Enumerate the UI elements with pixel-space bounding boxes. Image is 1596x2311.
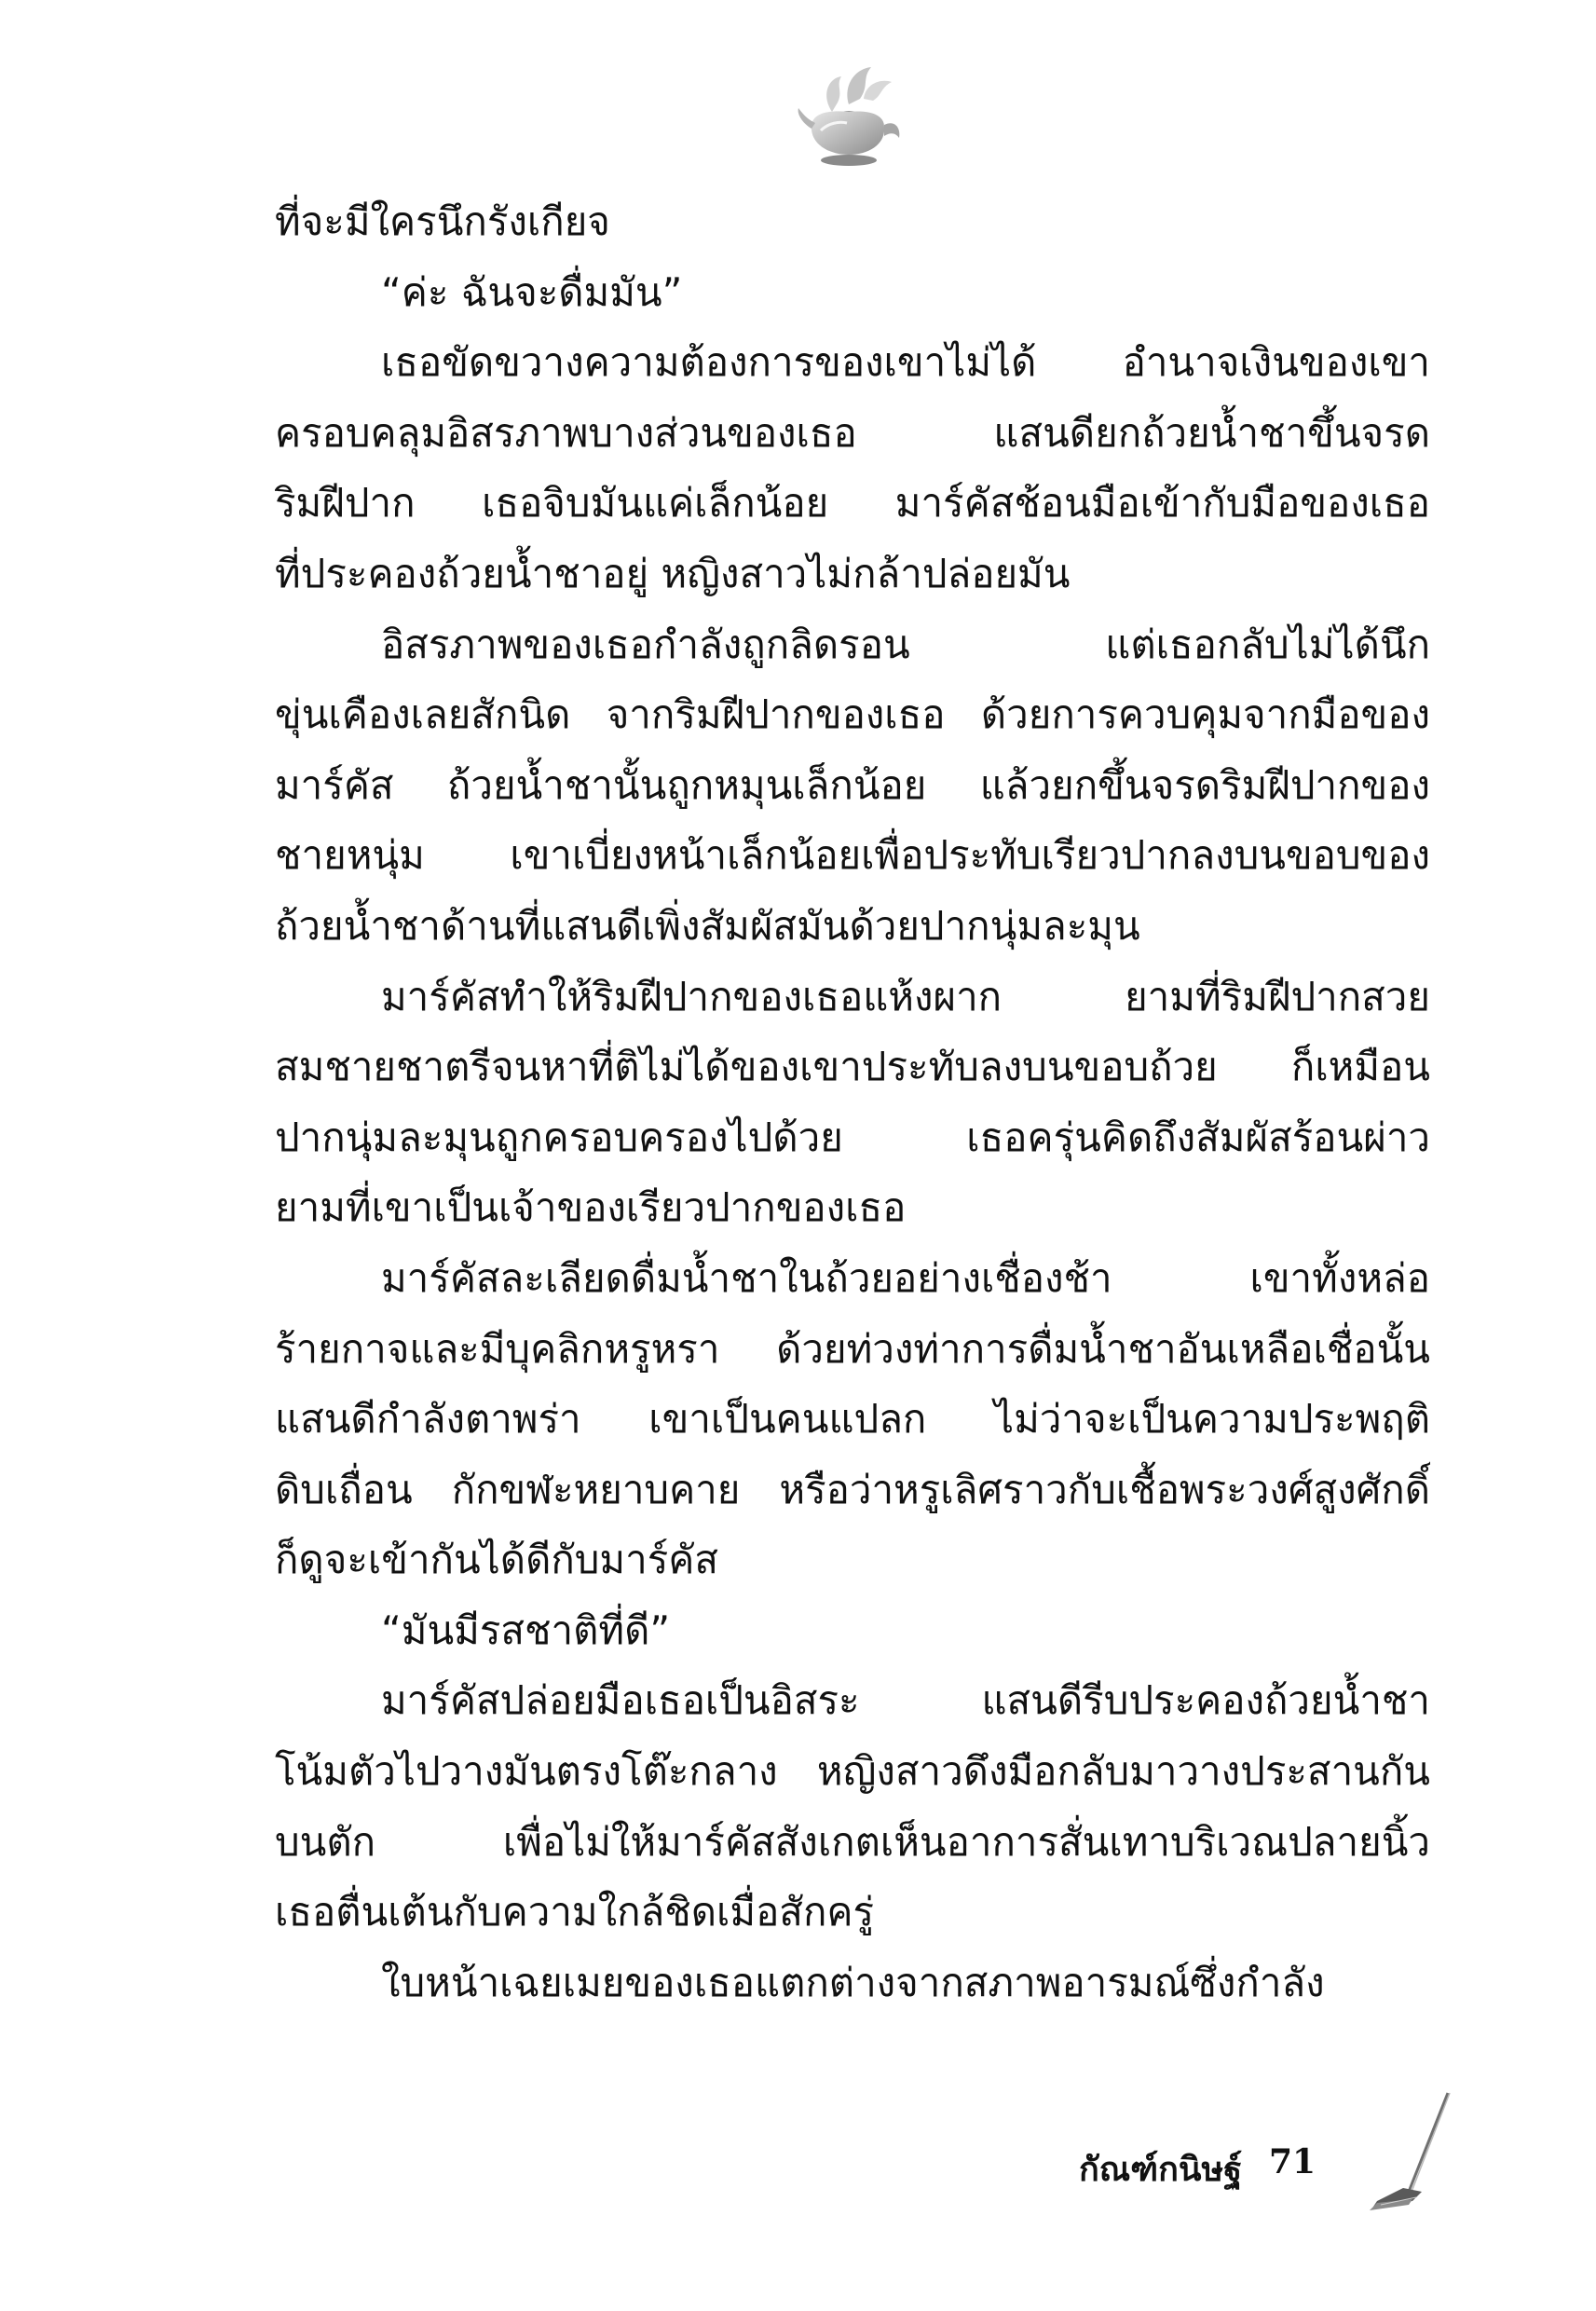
text-line: ริมฝีปาก เธอจิบมันแค่เล็กน้อย มาร์คัสช้อนมือเข้ากับมือของเธอ	[275, 480, 1430, 526]
teapot-ornament-icon	[795, 58, 907, 179]
text-line: ถ้วยน้ำชาด้านที่แสนดีเพิ่งสัมผัสมันด้วยปากนุ่มละมุน	[275, 902, 1140, 949]
text-line: อิสรภาพของเธอกำลังถูกลิดรอน แต่เธอกลับไม่ได้นึก	[381, 621, 1430, 667]
text-line: มาร์คัสทำให้ริมฝีปากของเธอแห้งผาก ยามที่ริมฝีปากสวย	[381, 973, 1430, 1019]
page-number: 71	[1269, 2142, 1316, 2181]
running-title: กัณฑ์กนิษฐ์	[1079, 2150, 1243, 2189]
text-line: เธอตื่นเต้นกับความใกล้ชิดเมื่อสักครู่	[275, 1889, 875, 1935]
text-line: บนตัก เพื่อไม่ให้มาร์คัสสังเกตเห็นอาการสั่นเทาบริเวณปลายนิ้ว	[275, 1818, 1430, 1865]
page-footer	[1034, 2129, 1463, 2269]
text-line: ใบหน้าเฉยเมยของเธอแตกต่างจากสภาพอารมณ์ซึ่งกำลัง	[381, 1959, 1325, 2005]
broom-icon	[1368, 2087, 1461, 2218]
text-line: “ค่ะ ฉันจะดื่มมัน”	[381, 268, 683, 315]
text-line: ยามที่เขาเป็นเจ้าของเรียวปากของเธอ	[275, 1184, 907, 1231]
text-line: “มันมีรสชาติที่ดี”	[381, 1607, 671, 1653]
text-line: ชายหนุ่ม เขาเบี่ยงหน้าเล็กน้อยเพื่อประทับเรียวปากลงบนขอบของ	[275, 832, 1430, 879]
text-line: ร้ายกาจและมีบุคลิกหรูหรา ด้วยท่วงท่าการดื่มน้ำชาอันเหลือเชื่อนั้น	[275, 1325, 1430, 1372]
text-line: ที่ประคองถ้วยน้ำชาอยู่ หญิงสาวไม่กล้าปล่อยมัน	[275, 550, 1071, 596]
text-line: มาร์คัสปล่อยมือเธอเป็นอิสระ แสนดีรีบประคองถ้วยน้ำชา	[381, 1677, 1430, 1724]
text-line: โน้มตัวไปวางมันตรงโต๊ะกลาง หญิงสาวดึงมือกลับมาวางประสานกัน	[275, 1748, 1430, 1795]
text-line: เธอขัดขวางความต้องการของเขาไม่ได้ อำนาจเงินของเขา	[381, 339, 1430, 386]
text-line: ปากนุ่มละมุนถูกครอบครองไปด้วย เธอครุ่นคิดถึงสัมผัสร้อนผ่าว	[275, 1114, 1430, 1160]
text-line: ดิบเถื่อน กักขฬะหยาบคาย หรือว่าหรูเลิศราวกับเชื้อพระวงศ์สูงศักดิ์	[275, 1466, 1430, 1512]
text-line: ก็ดูจะเข้ากันได้ดีกับมาร์คัส	[275, 1537, 718, 1583]
text-line: มาร์คัสละเลียดดื่มน้ำชาในถ้วยอย่างเชื่องช้า เขาทั้งหล่อ	[381, 1254, 1430, 1301]
text-line: ที่จะมีใครนึกรังเกียจ	[275, 198, 610, 244]
text-line: มาร์คัส ถ้วยน้ำชานั้นถูกหมุนเล็กน้อย แล้วยกขึ้นจรดริมฝีปากของ	[275, 761, 1430, 808]
text-line: แสนดีกำลังตาพร่า เขาเป็นคนแปลก ไม่ว่าจะเป็นความประพฤติ	[275, 1396, 1430, 1443]
text-line: สมชายชาตรีจนหาที่ติไม่ได้ของเขาประทับลงบนขอบถ้วย ก็เหมือน	[275, 1044, 1430, 1090]
text-line: ครอบคลุมอิสรภาพบางส่วนของเธอ แสนดียกถ้วยน้ำชาขึ้นจรด	[275, 409, 1430, 456]
text-line: ขุ่นเคืองเลยสักนิด จากริมฝีปากของเธอ ด้วยการควบคุมจากมือของ	[275, 691, 1430, 738]
body-text	[275, 186, 1430, 2017]
